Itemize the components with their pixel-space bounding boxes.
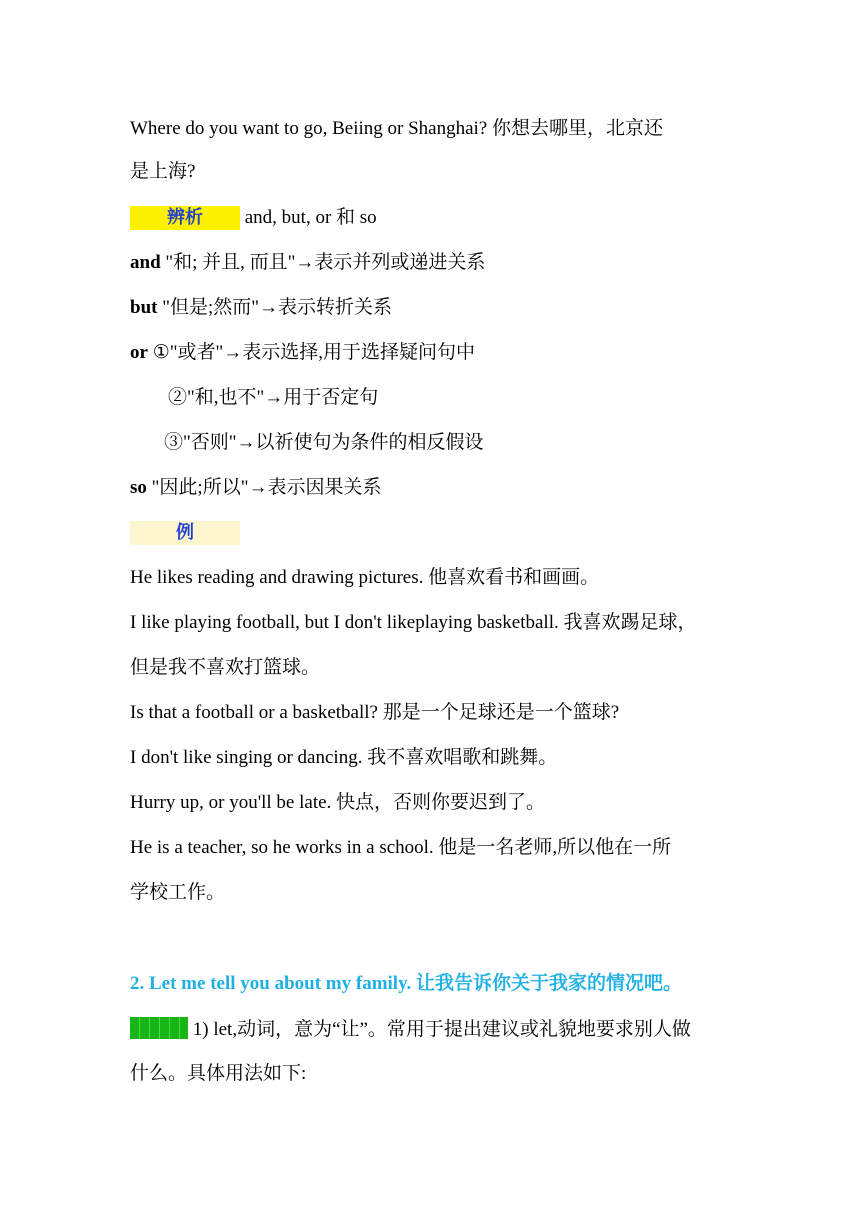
keyword-and: and (130, 252, 161, 273)
example-sentence: 但是我不喜欢打篮球。 (130, 657, 321, 678)
example-sentence: I like playing football, but I don't likeplaying basketball. 我喜欢踢足球， (130, 612, 697, 633)
example-sentence: Hurry up, or you'll be late. 快点，否则你要迟到了。 (130, 792, 546, 813)
definition-so: "因此;所以"→表示因果关系 (146, 477, 382, 498)
text-line (130, 1017, 691, 1042)
definition-and: "和; 并且, 而且"→表示并列或递进关系 (160, 252, 486, 273)
text-line (130, 206, 377, 230)
example-sentence: 学校工作。 (130, 882, 226, 903)
keyword-or: or (130, 342, 148, 363)
example-tag: 例 (130, 521, 240, 545)
example-sentence: Is that a football or a basketball? 那是一个足球还是一个篮球? (130, 702, 620, 723)
example-sentence: He is a teacher, so he works in a school. 他是一名老师,所以他在一所 (130, 837, 672, 858)
text-line (130, 521, 240, 545)
text-line (130, 476, 381, 500)
let-definition: 1) let,动词，意为“让”。常用于提出建议或礼貌地要求别人做 (188, 1019, 691, 1040)
bianxi-text: and, but, or 和 so (240, 207, 377, 228)
bianxi-tag: 辨析 (130, 206, 240, 230)
example-sentence: I don't like singing or dancing. 我不喜欢唱歌和跳舞。 (130, 747, 558, 768)
definition-or-1: ①"或者"→表示选择,用于选择疑问句中 (147, 342, 475, 363)
highlight-block (130, 1017, 188, 1039)
example-sentence: He likes reading and drawing pictures. 他喜欢看书和画画。 (130, 567, 600, 588)
definition-but: "但是;然而"→表示转折关系 (157, 297, 393, 318)
text-line: 什么。具体用法如下: (130, 1063, 307, 1084)
keyword-but: but (130, 297, 158, 318)
text-line: Where do you want to go, Beiing or Shanghai? 你想去哪里，北京还 (130, 118, 663, 139)
text-line (130, 296, 392, 320)
text-line (130, 251, 485, 275)
keyword-so: so (130, 477, 147, 498)
text-line (130, 341, 475, 365)
definition-or-2: ②"和,也不"→用于否定句 (168, 387, 379, 408)
definition-or-3: ③"否则"→以祈使句为条件的相反假设 (164, 432, 484, 453)
section-heading: 2. Let me tell you about my family. 让我告诉你关于我家的情况吧。 (130, 973, 683, 994)
text-line: 是上海? (130, 161, 196, 182)
